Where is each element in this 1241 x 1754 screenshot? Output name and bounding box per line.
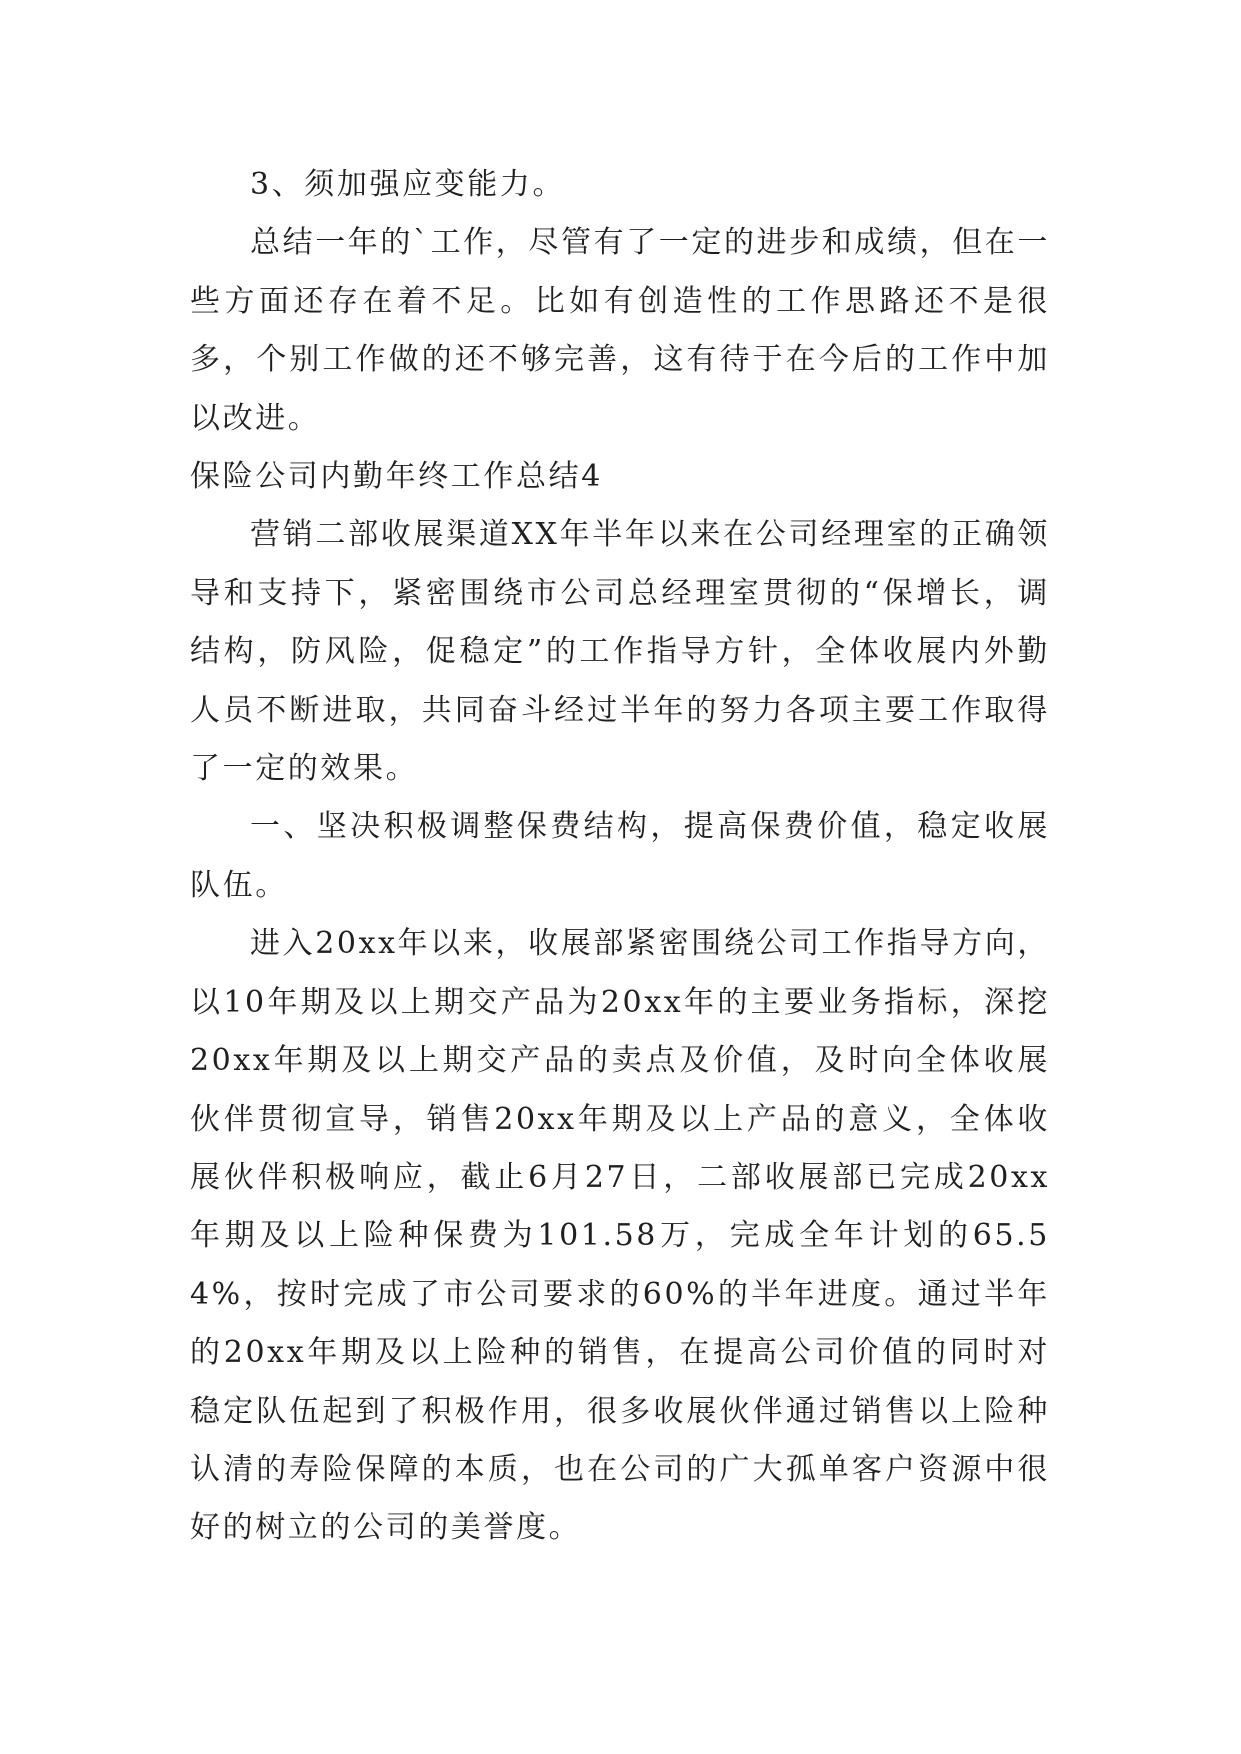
paragraph-details: 进入20xx年以来，收展部紧密围绕公司工作指导方向，以10年期及以上期交产品为20xx年的主要业务指标，深挖20xx年期及以上期交产品的卖点及价值，及时向全体收展伙伴贯彻宣导，销售20xx年期及以上产品的意义，全体收展伙伴积极响应，截止6月27日，二部收展部已完成20xx年期及以上险种保费为101.58万，完成全年计划的65.54%，按时完成了市公司要求的60%的半年进度。通过半年的20xx年期及以上险种的销售，在提高公司价值的同时对稳定队伍起到了积极作用，很多收展伙伴通过销售以上险种认清的寿险保障的本质，也在公司的广大孤单客户资源中很好的树立的公司的美誉度。	[190, 926, 1050, 1546]
section-heading: 保险公司内勤年终工作总结4	[190, 459, 603, 495]
paragraph-item-3: 3、须加强应变能力。	[250, 167, 566, 202]
paragraph-intro: 营销二部收展渠道XX年半年以来在公司经理室的正确领导和支持下，紧密围绕市公司总经理室贯彻的“保增长，调结构，防风险，促稳定”的工作指导方针，全体收展内外勤人员不断进取，共同奋斗经过半年的努力各项主要工作取得了一定的效果。	[190, 517, 1050, 787]
paragraph-year-summary: 总结一年的`工作，尽管有了一定的进步和成绩，但在一些方面还存在着不足。比如有创造性的工作思路还不是很多，个别工作做的还不够完善，这有待于在今后的工作中加以改进。	[190, 225, 1050, 436]
paragraph-point-one: 一、坚决积极调整保费结构，提高保费价值，稳定收展队伍。	[190, 809, 1050, 903]
document-body	[190, 156, 1050, 1558]
